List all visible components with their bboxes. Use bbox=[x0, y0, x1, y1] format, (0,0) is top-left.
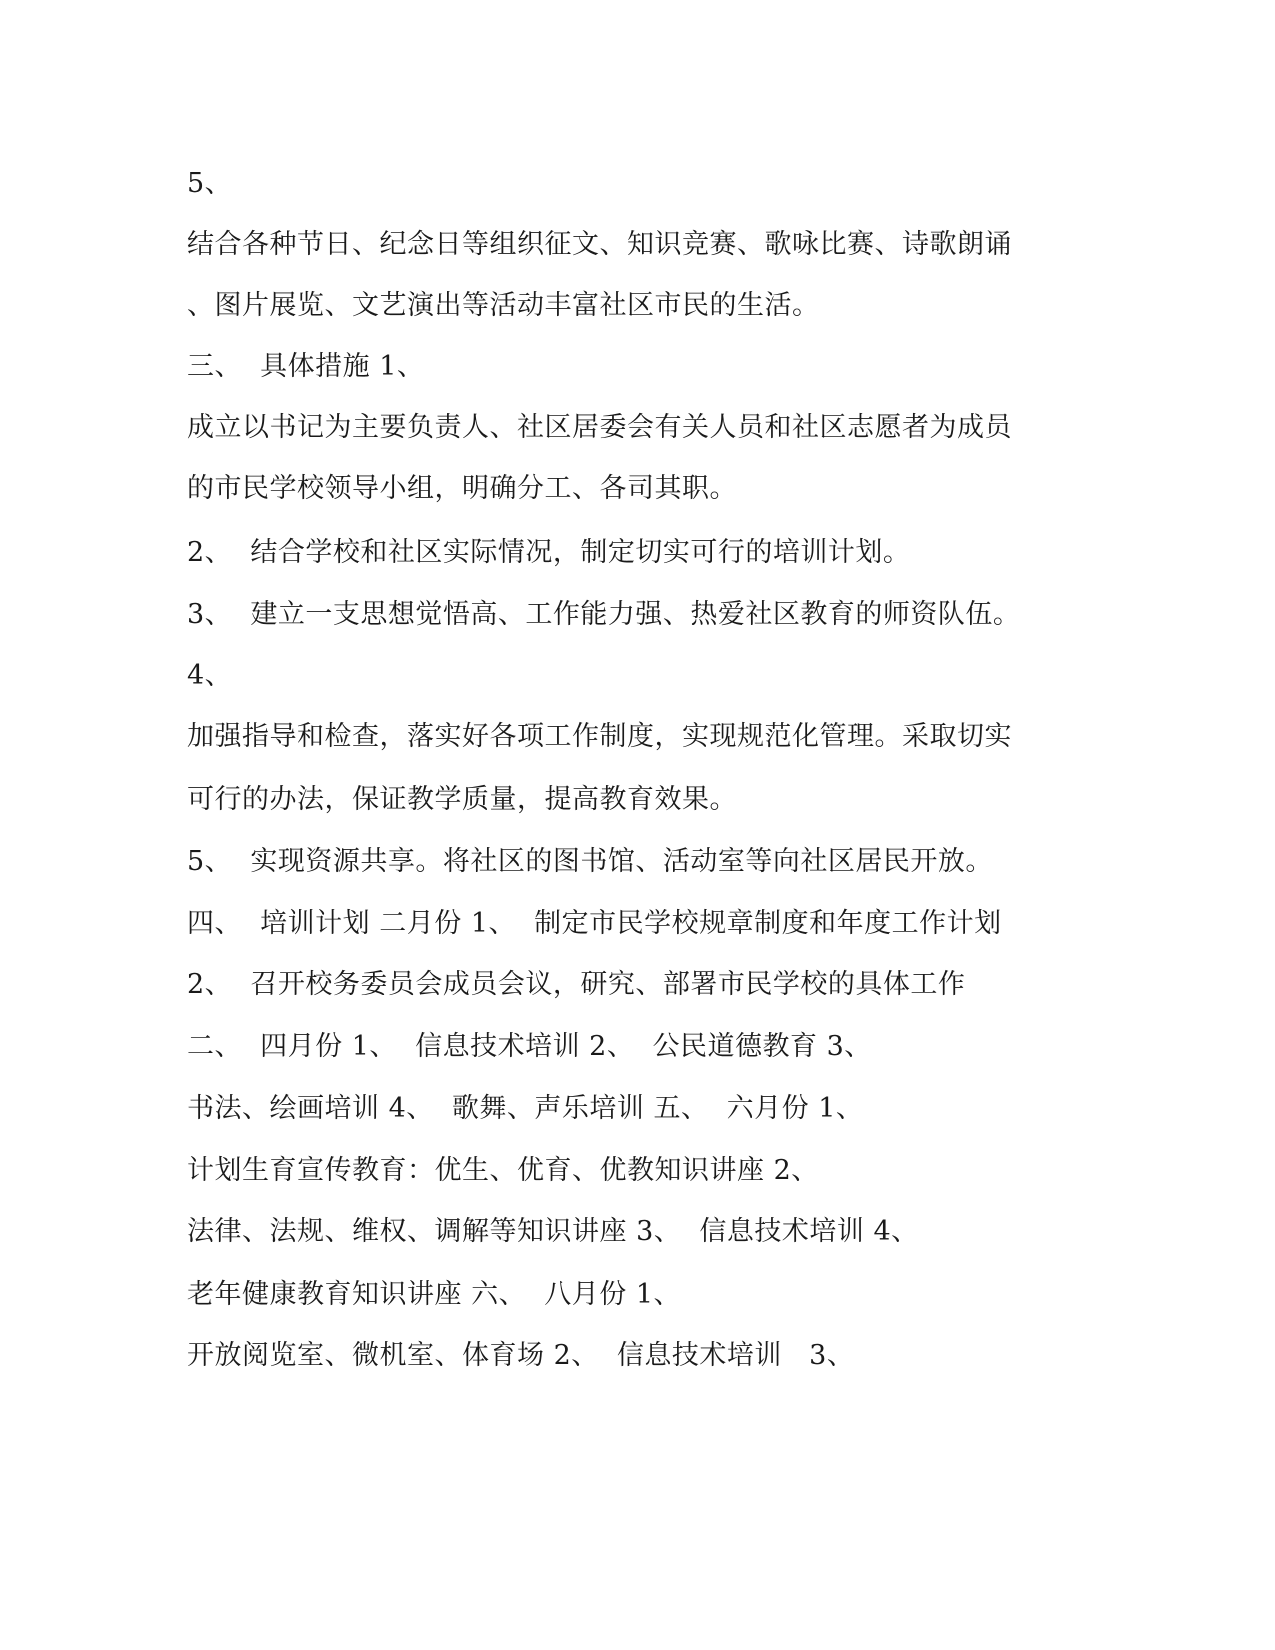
text-line: 5、 实现资源共享。将社区的图书馆、活动室等向社区居民开放。 bbox=[187, 846, 993, 877]
text-line: 4、 bbox=[187, 660, 233, 691]
text-line: 法律、法规、维权、调解等知识讲座 3、 信息技术培训 4、 bbox=[187, 1216, 919, 1247]
text-line: 可行的办法，保证教学质量，提高教育效果。 bbox=[187, 784, 737, 815]
text-line: 书法、绘画培训 4、 歌舞、声乐培训 五、 六月份 1、 bbox=[187, 1093, 864, 1124]
text-line: 计划生育宣传教育：优生、优育、优教知识讲座 2、 bbox=[187, 1155, 819, 1186]
text-line: 2、 召开校务委员会成员会议，研究、部署市民学校的具体工作 bbox=[187, 969, 966, 1000]
text-line: 3、 建立一支思想觉悟高、工作能力强、热爱社区教育的师资队伍。 bbox=[187, 599, 1021, 630]
text-line: 结合各种节日、纪念日等组织征文、知识竞赛、歌咏比赛、诗歌朗诵 bbox=[187, 229, 1012, 260]
text-line: 2、 结合学校和社区实际情况，制定切实可行的培训计划。 bbox=[187, 537, 911, 568]
text-line: 5、 bbox=[187, 168, 233, 199]
text-line: 老年健康教育知识讲座 六、 八月份 1、 bbox=[187, 1279, 682, 1310]
section-heading: 三、 具体措施 1、 bbox=[187, 351, 425, 382]
text-line: 二、 四月份 1、 信息技术培训 2、 公民道德教育 3、 bbox=[187, 1031, 872, 1062]
text-line: 加强指导和检查，落实好各项工作制度，实现规范化管理。采取切实 bbox=[187, 721, 1012, 752]
text-line: 、图片展览、文艺演出等活动丰富社区市民的生活。 bbox=[187, 290, 820, 321]
text-line: 开放阅览室、微机室、体育场 2、 信息技术培训 3、 bbox=[187, 1340, 855, 1371]
section-heading: 四、 培训计划 二月份 1、 制定市民学校规章制度和年度工作计划 bbox=[187, 908, 1002, 939]
text-line: 成立以书记为主要负责人、社区居委会有关人员和社区志愿者为成员 bbox=[187, 412, 1012, 443]
text-line: 的市民学校领导小组，明确分工、各司其职。 bbox=[187, 473, 737, 504]
